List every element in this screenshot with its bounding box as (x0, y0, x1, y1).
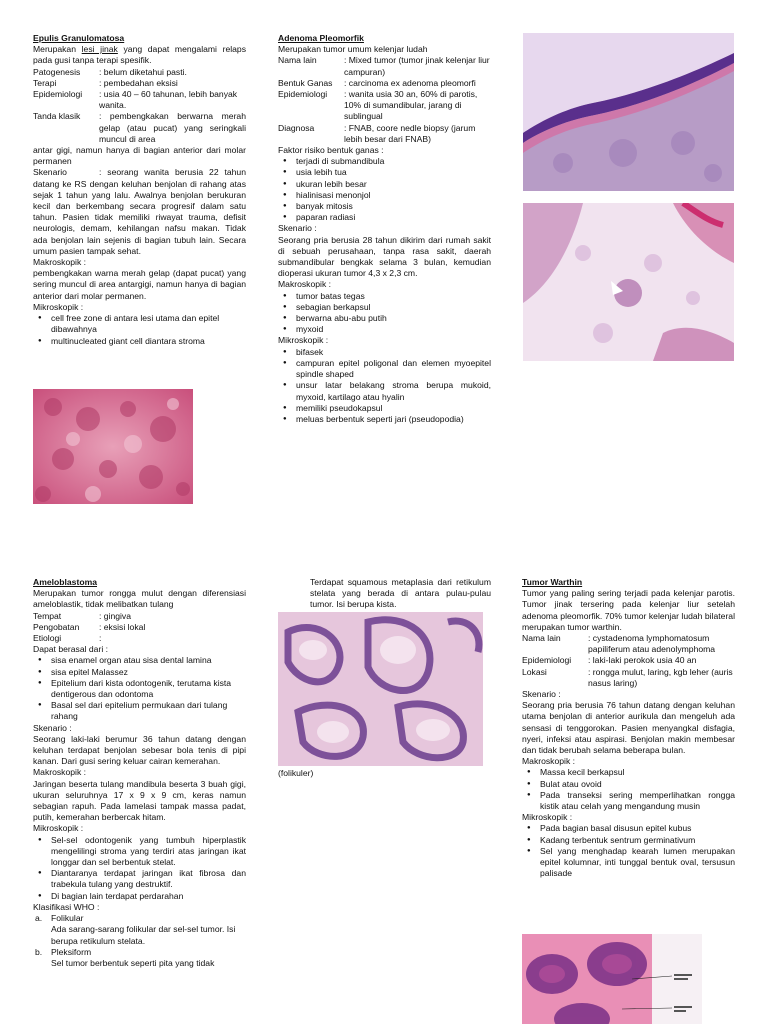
list-item: ● sisa enamel organ atau sisa dental lamina (51, 655, 246, 666)
list-item: ● bifasek (296, 347, 491, 358)
warthin-row (522, 633, 735, 655)
list-item: ● banyak mitosis (296, 201, 491, 212)
list-marker: a. (35, 913, 43, 924)
row-key: Epidemiologi (278, 89, 328, 100)
adenoma-title: Adenoma Pleomorfik (278, 33, 364, 43)
list-item: ● cell free zone di antara lesi utama dan epitel dibawahnya (51, 313, 246, 335)
adenoma-makro-label: Makroskopik : (278, 279, 332, 290)
row-key: Tempat (33, 610, 62, 621)
adenoma-faktor-list (278, 156, 491, 223)
row-value: : eksisi lokal (99, 621, 146, 632)
epulis-skenario-text: : seorang wanita berusia 22 tahun datang ke RS dengan keluhan benjolan di rahang atas sejak 1 tahun yang lalu. Awalnya benjolan berukuran kecil dan berkembang secara progresif dalam satu tahun. Pasien tidak memiliki riwayat trauma, defisit neurologis, demam, kehilangan nafsu makan. Tidak ada benjolan lain sejenis di bagian tubuh lain. Secara umum pasien tampak sehat. (33, 167, 246, 256)
who-type: Pleksiform (51, 946, 92, 957)
adenoma-skenario-label: Skenario : (278, 223, 317, 234)
warthin-title: Tumor Warthin (522, 577, 583, 587)
warthin-makro-label: Makroskopik : (522, 756, 576, 767)
adenoma-row (278, 123, 491, 145)
epulis-intro-underlined: lesi jinak (81, 44, 118, 55)
adenoma-row (278, 89, 491, 123)
adenoma-makro-list (278, 291, 491, 336)
ameloblastoma-makro-label: Makroskopik : (33, 767, 87, 778)
list-item: ● Pada transeksi sering memperlihatkan rongga kistik atau celah yang mengandung musin (540, 790, 735, 812)
list-item: ● paparan radiasi (296, 212, 491, 223)
warthin-skenario-label: Skenario : (522, 689, 561, 700)
adenoma-mikro-list (278, 347, 491, 425)
row-key: Bentuk Ganas (278, 77, 333, 88)
row-key: Epidemiologi (33, 89, 83, 100)
list-item (35, 913, 246, 947)
row-value: : FNAB, coore nedle biopsy (jarum lebih besar dari FNAB) (344, 122, 476, 144)
row-key: Skenario (33, 167, 67, 178)
list-item: ● Pada bagian basal disusun epitel kubus (540, 823, 735, 834)
row-value: : Mixed tumor (tumor jinak kelenjar liur campuran) (344, 55, 490, 77)
list-item (35, 946, 246, 969)
warthin-row (522, 655, 735, 666)
ameloblastoma-title: Ameloblastoma (33, 577, 97, 587)
list-item: ● tumor batas tegas (296, 291, 491, 302)
adenoma-skenario-text: Seorang pria berusia 28 tahun dikirim dari rumah sakit di sebuah perusahaan, tanpa rasa sakit, daerah submandibular bengkak selama 3 bulan, kemudian dioperasi ukuran tumor 4,3 x 2,3 cm. (278, 234, 491, 279)
ameloblastoma-row (33, 622, 246, 633)
ameloblastoma-section (33, 577, 246, 969)
list-item: ● meluas berbentuk seperti jari (pseudopodia) (296, 414, 491, 425)
list-item: ● terjadi di submandibula (296, 156, 491, 167)
who-desc: Ada sarang-sarang folikular dar sel-sel tumor. Isi berupa retikulum stelata. (51, 924, 236, 946)
adenoma-mikro-label: Mikroskopik : (278, 335, 329, 346)
list-item: ● myxoid (296, 324, 491, 335)
warthin-histology-image (522, 934, 702, 1024)
row-key: Pengobatan (33, 621, 80, 632)
row-key: Terapi (33, 77, 57, 88)
list-item: ● sebagian berkapsul (296, 302, 491, 313)
epulis-tanda-cont: antar gigi, namun hanya di bagian anterior dari molar permanen (33, 145, 246, 167)
row-value: : gingiva (99, 610, 132, 621)
ameloblastoma-row (33, 633, 246, 644)
epulis-row (33, 67, 246, 78)
row-value: : wanita usia 30 an, 60% di parotis, 10% di sumandibular, jarang di sublingual (344, 89, 478, 122)
list-item: ● usia lebih tua (296, 167, 491, 178)
row-value: : pembedahan eksisi (99, 77, 178, 88)
ameloblastoma-mikro-list (33, 835, 246, 902)
warthin-row (522, 667, 735, 689)
epulis-row (33, 111, 246, 145)
row-key: Patogenesis (33, 66, 81, 77)
ameloblastoma-skenario-text: Seorang laki-laki berumur 36 tahun datang dengan keluhan terdapat benjolan sebesar bola tenis di pipi kanan. Dari gusi sering keluar cairan kemerahan. (33, 733, 246, 767)
list-item: ● ukuran lebih besar (296, 179, 491, 190)
ameloblastoma-histology-image (278, 612, 483, 766)
list-item: ● Sel-sel odontogenik yang tumbuh hiperplastik mengelilingi stroma yang terdiri atas jaringan ikat longgar dan sel berbentuk stelat. (51, 835, 246, 869)
list-item: ● Bulat atau ovoid (540, 779, 735, 790)
epulis-intro (33, 44, 246, 66)
ameloblastoma-mikro-label: Mikroskopik : (33, 823, 84, 834)
ameloblastoma-row (33, 611, 246, 622)
row-key: Etiologi (33, 633, 62, 644)
list-item: ● Di bagian lain terdapat perdarahan (51, 891, 246, 902)
row-value: : carcinoma ex adenoma pleomorfi (344, 77, 476, 88)
row-value: : (99, 633, 102, 644)
epulis-makro-text: pembengkakan warna merah gelap (dapat pucat) yang sering muncul di area antargigi, namun hanya di bagian anterior dari molar permanen. (33, 268, 246, 301)
row-value: : belum diketahui pasti. (99, 66, 187, 77)
warthin-mikro-list (522, 823, 735, 879)
row-key: Lokasi (522, 666, 547, 677)
ameloblastoma-makro-text: Jaringan beserta tulang mandibula beserta 3 buah gigi, ukuran seluruhnya 17 x 9 x 9 cm, keras namun sebagian rapuh. Pada lamelasi tampak massa padat, putih, kemerahan berbercak hitam. (33, 778, 246, 823)
adenoma-section (278, 33, 491, 425)
list-item: ● memiliki pseudokapsul (296, 403, 491, 414)
list-item: ● Sel yang menghadap kearah lumen merupakan epitel kolumnar, inti tunggal bentuk oval, tersusun palisade (540, 846, 735, 880)
row-value: : rongga mulut, laring, kgb leher (auris nasus laring) (588, 666, 733, 688)
warthin-makro-list (522, 767, 735, 812)
list-item: ● Basal sel dari epitelium permukaan dari tulang rahang (51, 700, 246, 722)
ameloblastoma-skenario-label: Skenario : (33, 722, 72, 733)
list-item: ● Massa kecil berkapsul (540, 767, 735, 778)
image-caption: (folikuler) (278, 768, 314, 778)
epulis-title: Epulis Granulomatosa (33, 33, 125, 43)
row-key: Nama lain (278, 55, 317, 66)
middle-section (310, 577, 491, 611)
list-item: ● unsur latar belakang stroma berupa mukoid, myxoid, kartilago atau hyalin (296, 380, 491, 402)
list-item: ● multinucleated giant cell diantara stroma (51, 336, 246, 347)
list-item: ● campuran epitel poligonal dan elemen myoepitel spindle shaped (296, 358, 491, 380)
middle-text: Terdapat squamous metaplasia dari retikulum stelata yang berada di antara pulau-pulau tumor. Isi berupa kista. (310, 577, 491, 610)
epulis-mikro-label: Mikroskopik : (33, 301, 84, 312)
list-item: ● Kadang terbentuk sentrum germinativum (540, 835, 735, 846)
list-item: ● Diantaranya terdapat jaringan ikat fibrosa dan trabekula tulang yang destruktif. (51, 868, 246, 890)
ameloblastoma-who-label: Klasifikasi WHO : (33, 901, 100, 912)
list-item: ● Epitelium dari kista odontogenik, terutama kista dentigerous dan odontoma (51, 678, 246, 700)
epulis-intro-b: yang dapat mengalami relaps pada gusi tanpa terapi spesifik. (33, 44, 246, 66)
row-value: : laki-laki perokok usia 40 an (588, 655, 697, 666)
epulis-row (33, 78, 246, 89)
adenoma-row (278, 55, 491, 77)
warthin-section (522, 577, 735, 879)
adenoma-histology-image-2 (523, 203, 734, 361)
who-desc: Sel tumor berbentuk seperti pita yang tidak (51, 957, 215, 968)
who-type: Folikular (51, 913, 84, 924)
ameloblastoma-dapat-label: Dapat berasal dari : (33, 644, 108, 655)
warthin-intro: Tumor yang paling sering terjadi pada kelenjar parotis. Tumor jinak tersering pada kelenjar liur setelah adenoma pleomorfik. 70% tumor kelenjar ludah bilateral merupakan tumor warthin. (522, 588, 735, 632)
row-value: : cystadenoma lymphomatosum papiliferum atau adenolymphoma (588, 633, 716, 655)
row-key: Nama lain (522, 633, 561, 644)
epulis-section (33, 33, 246, 347)
row-value: : usia 40 – 60 tahunan, lebih banyak wanita. (99, 89, 238, 111)
ameloblastoma-who-list (33, 913, 246, 969)
epulis-row (33, 89, 246, 111)
epulis-intro-a: Merupakan (33, 44, 82, 55)
row-value: : pembengkakan berwarna merah gelap (atau pucat) yang seringkali muncul di area (99, 111, 246, 144)
adenoma-faktor-label: Faktor risiko bentuk ganas : (278, 145, 384, 156)
adenoma-histology-image-1 (523, 33, 734, 191)
row-key: Diagnosa (278, 122, 315, 133)
row-key: Tanda klasik (33, 111, 81, 122)
epulis-histology-image (33, 389, 193, 504)
adenoma-row (278, 78, 491, 89)
list-item: ● hialinisasi menonjol (296, 190, 491, 201)
list-item: ● sisa epitel Malassez (51, 667, 246, 678)
epulis-makro-label: Makroskopik : (33, 257, 87, 268)
adenoma-intro: Merupakan tumor umum kelenjar ludah (278, 44, 428, 55)
warthin-mikro-label: Mikroskopik : (522, 812, 573, 823)
epulis-mikro-list (33, 313, 246, 347)
ameloblastoma-intro: Merupakan tumor rongga mulut dengan diferensiasi ameloblastik, tidak melibatkan tulang (33, 588, 246, 610)
ameloblastoma-dapat-list (33, 655, 246, 722)
list-item: ● berwarna abu-abu putih (296, 313, 491, 324)
list-marker: b. (35, 946, 43, 957)
warthin-skenario-text: Seorang pria berusia 76 tahun datang dengan keluhan utama benjolan di anterior aurikula dan mengeluh ada sensasi di tenggorokan. Pasien menyangkal disfagia, nyeri, infeksi atau aspirasi. Benjolan makin membesar dan tidak berubah selama beberapa bulan. (522, 700, 735, 756)
row-key: Epidemiologi (522, 655, 572, 666)
